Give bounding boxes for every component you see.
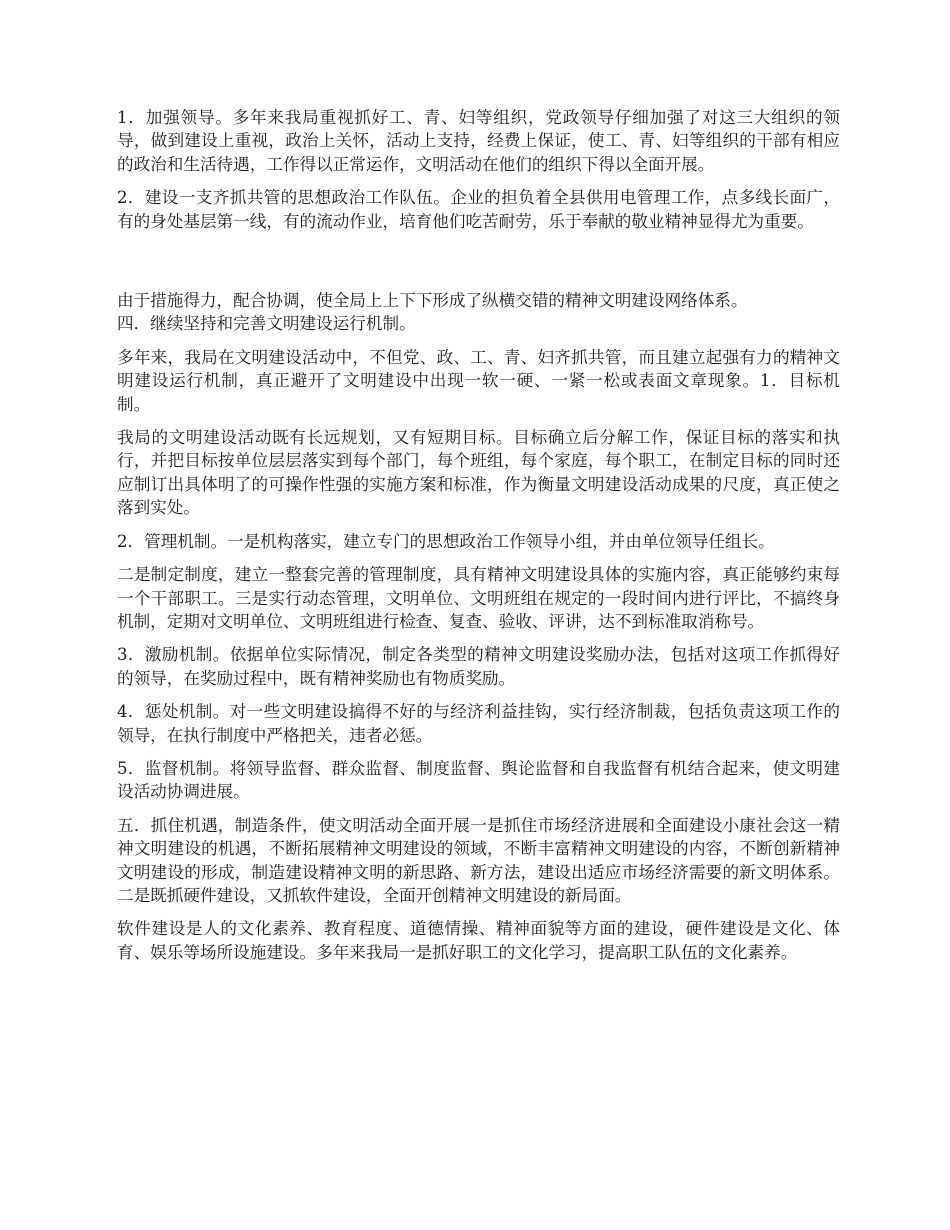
section-gap — [117, 243, 840, 289]
paragraph-supervision-mechanism: 5．监督机制。将领导监督、群众监督、制度监督、舆论监督和自我监督有机结合起来，使文明建设活动协调进展。 — [117, 758, 840, 802]
paragraph-leadership: 1．加强领导。多年来我局重视抓好工、青、妇等组织，党政领导仔细加强了对这三大组织的领导，做到建设上重视，政治上关怀，活动上支持，经费上保证，使工、青、妇等组织的干部有相应的政治和生活待遇，工作得以正常运作，文明活动在他们的组织下得以全面开展。 — [117, 108, 840, 174]
paragraph-incentive-mechanism: 3．激励机制。依据单位实际情况，制定各类型的精神文明建设奖励办法，包括对这项工作抓得好的领导，在奖励过程中，既有精神奖励也有物质奖励。 — [117, 645, 840, 688]
paragraph-penalty-mechanism: 4．惩处机制。对一些文明建设搞得不好的与经济利益挂钩，实行经济制裁，包括负责这项工作的领导，在执行制度中严格把关，违者必惩。 — [117, 702, 840, 745]
section-heading-four: 四．继续坚持和完善文明建设运行机制。 — [117, 314, 416, 334]
paragraph-management-mechanism: 2．管理机制。一是机构落实，建立专门的思想政治工作领导小组，并由单位领导任组长。 — [117, 531, 775, 551]
section-five-paragraph: 五．抓住机遇，制造条件，使文明活动全面开展一是抓住市场经济进展和全面建设小康社会这一精神文明建设的机遇，不断拓展精神文明建设的领域，不断丰富精神文明建设的内容，不断创新精神文明建设的形成，制造建设精神文明的新思路、新方法，建设出适应市场经济需要的新文明体系。二是既抓硬件建设，又抓软件建设，全面开创精神文明建设的新局面。 — [117, 815, 840, 905]
paragraph-software-construction: 软件建设是人的文化素养、教育程度、道德情操、精神面貌等方面的建设，硬件建设是文化、体育、娱乐等场所设施建设。多年来我局一是抓好职工的文化学习，提高职工队伍的文化素养。 — [117, 919, 840, 962]
document-page — [117, 106, 840, 974]
paragraph-team-building: 2．建设一支齐抓共管的思想政治工作队伍。企业的担负着全县供用电管理工作，点多线长面广，有的身处基层第一线，有的流动作业，培育他们吃苦耐劳，乐于奉献的敬业精神显得尤为重要。 — [117, 188, 840, 231]
paragraph-operating-mechanism: 多年来，我局在文明建设活动中，不但党、政、工、青、妇齐抓共管，而且建立起强有力的精神文明建设运行机制，真正避开了文明建设中出现一软一硬、一紧一松或表面文章现象。1．目标机制。 — [117, 347, 840, 414]
paragraph-goal-mechanism: 我局的文明建设活动既有长远规划，又有短期目标。目标确立后分解工作，保证目标的落实和执行，并把目标按单位层层落实到每个部门，每个班组，每个家庭，每个职工，在制定目标的同时还应制订出具体明了的可操作性强的实施方案和标准，作为衡量文明建设活动成果的尺度，真正使之落到实处。 — [117, 428, 840, 518]
paragraph-management-system: 二是制定制度，建立一整套完善的管理制度，具有精神文明建设具体的实施内容，真正能够约束每一个干部职工。三是实行动态管理，文明单位、文明班组在规定的一段时间内进行评比，不搞终身机制，定期对文明单位、文明班组进行检查、复查、验收、评讲，达不到标准取消称号。 — [117, 565, 840, 631]
paragraph-network-system: 由于措施得力，配合协调，使全局上上下下形成了纵横交错的精神文明建设网络体系。 — [117, 291, 748, 311]
